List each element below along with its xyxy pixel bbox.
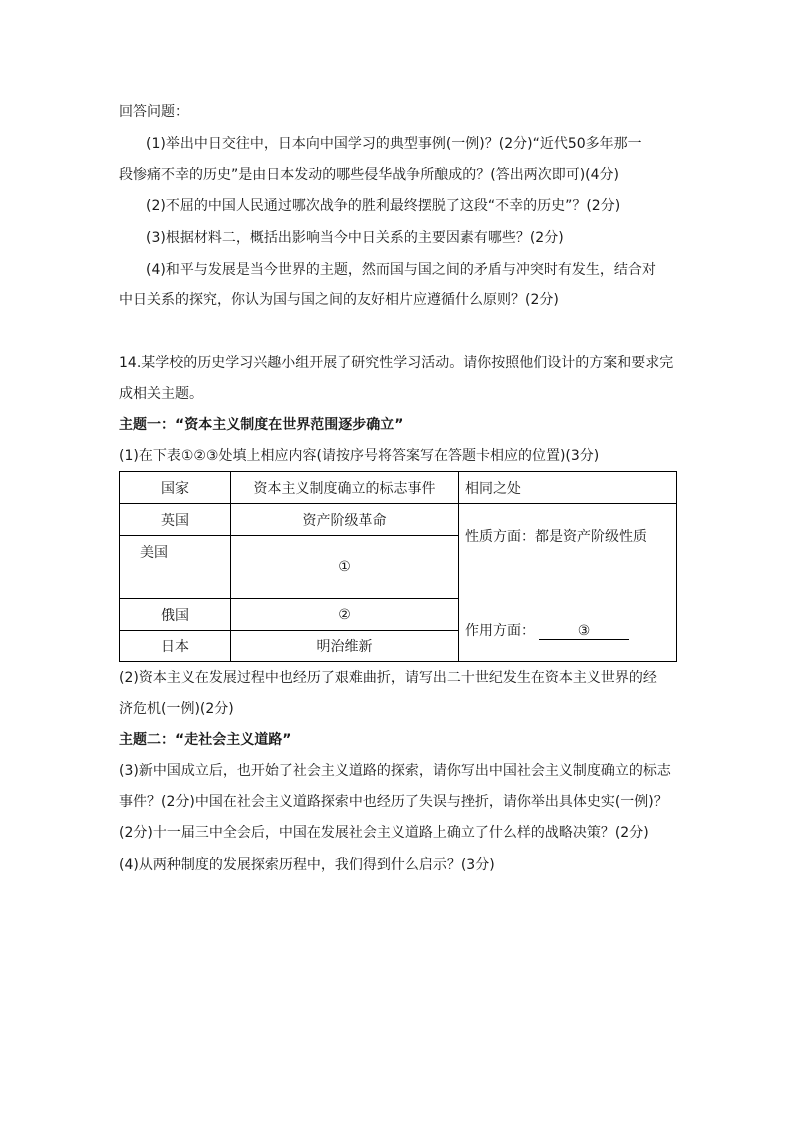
q13-part1-line1: (1)举出中日交往中，日本向中国学习的典型事例(一例)？(2分)“近代50多年那一 (146, 136, 642, 152)
effect-label: 作用方面： (465, 623, 535, 639)
theme2-title: 主题二：“走社会主义道路” (119, 732, 292, 748)
capitalism-table (119, 471, 677, 662)
header-event: 资本主义制度确立的标志事件 (231, 472, 459, 504)
q14-part3-line2: 事件？(2分)中国在社会主义道路探索中也经历了失误与挫折，请你举出具体史实(一例)？ (119, 794, 668, 810)
q14-part3-line1: (3)新中国成立后，也开始了社会主义道路的探索，请你写出中国社会主义制度确立的标志 (119, 763, 671, 779)
common-points-cell (459, 504, 677, 662)
effect-blank-3[interactable]: ③ (539, 623, 629, 640)
header-country: 国家 (120, 472, 231, 504)
nature-text: 性质方面：都是资产阶级性质 (465, 529, 647, 545)
q14-intro-line2: 成相关主题。 (119, 386, 203, 402)
q13-part2 (146, 196, 620, 216)
q14-part3-line3: (2分)十一届三中全会后，中国在发展社会主义道路上确立了什么样的战略决策？(2分) (119, 825, 649, 841)
country-cell: 俄国 (120, 599, 231, 631)
country-cell: 美国 (120, 536, 231, 599)
theme1-title: 主题一：“资本主义制度在世界范围逐步确立” (119, 417, 404, 433)
q14-intro-line1: 14.某学校的历史学习兴趣小组开展了研究性学习活动。请你按照他们设计的方案和要求完 (119, 355, 674, 371)
table-header-row (120, 472, 677, 504)
table-row (120, 504, 677, 536)
q13-part2-text: (2)不屈的中国人民通过哪次战争的胜利最终摆脱了这段“不幸的历史”？ (146, 198, 587, 214)
q13-part4-line2: 中日关系的探究，你认为国与国之间的友好相片应遵循什么原则？(2分) (119, 292, 559, 308)
answer-questions-heading: 回答问题： (119, 104, 189, 120)
effect-line (465, 620, 629, 640)
q13-part3: (3)根据材料二，概括出影响当今中日关系的主要因素有哪些？(2分) (146, 230, 564, 246)
event-cell: 明治维新 (231, 631, 459, 662)
q14-part1: (1)在下表①②③处填上相应内容(请按序号将答案写在答题卡相应的位置)(3分) (119, 448, 600, 464)
country-cell: 日本 (120, 631, 231, 662)
q13-part1-line2: 段惨痛不幸的历史”是由日本发动的哪些侵华战争所酿成的？(答出两次即可)(4分) (119, 167, 620, 183)
q14-part2-line2: 济危机(一例)(2分) (119, 701, 234, 717)
header-common: 相同之处 (459, 472, 677, 504)
event-blank-1[interactable]: ① (231, 536, 459, 599)
event-blank-2[interactable]: ② (231, 599, 459, 631)
q14-part4: (4)从两种制度的发展探索历程中，我们得到什么启示？(3分) (119, 857, 495, 873)
country-cell: 英国 (120, 504, 231, 536)
q13-part2-score: (2分) (586, 198, 621, 214)
event-cell: 资产阶级革命 (231, 504, 459, 536)
q13-part4-line1: (4)和平与发展是当今世界的主题，然而国与国之间的矛盾与冲突时有发生，结合对 (146, 262, 656, 278)
q14-part2-line1: (2)资本主义在发展过程中也经历了艰难曲折，请写出二十世纪发生在资本主义世界的经 (119, 670, 657, 686)
